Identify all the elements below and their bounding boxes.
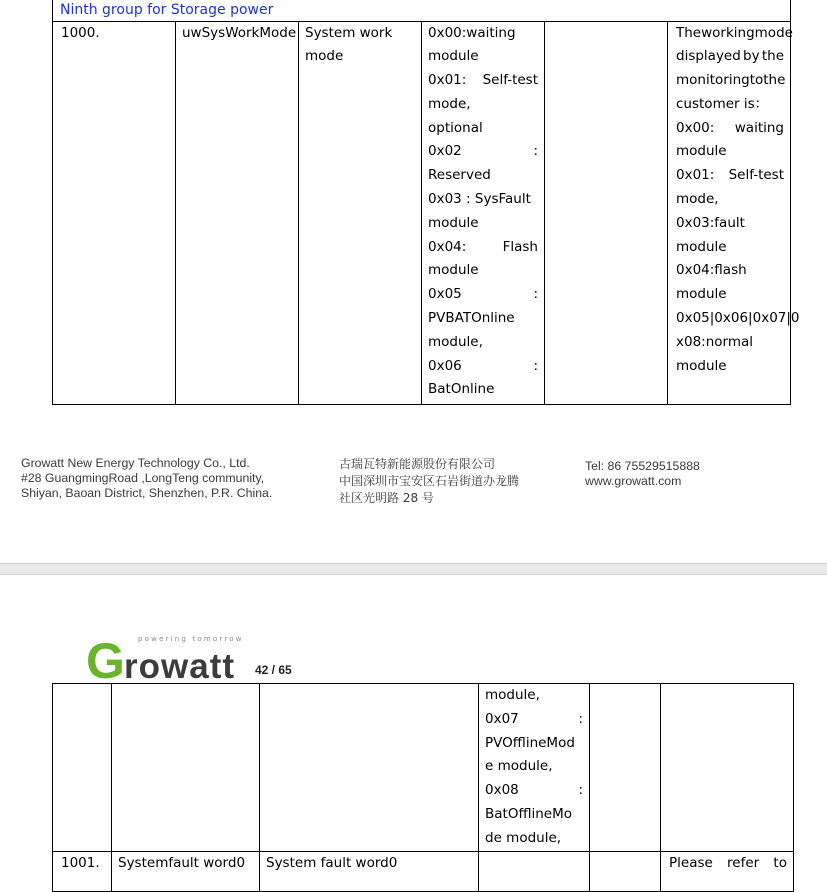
- cell-word: the: [763, 72, 786, 89]
- value-line: [428, 93, 538, 117]
- cell-word: monitoring: [676, 72, 750, 89]
- value-line: [428, 355, 538, 379]
- note-line: [676, 69, 784, 93]
- cell-word: :: [578, 782, 583, 799]
- page-separator: [0, 563, 827, 575]
- note-line: [676, 117, 784, 141]
- cell-word: 0x03 : SysFault: [428, 191, 531, 208]
- logo-initial: G: [86, 633, 125, 683]
- footer-website: www.growatt.com: [585, 474, 682, 488]
- unit-cell: [545, 21, 668, 404]
- group-title-cell: [53, 0, 791, 21]
- table-row: [53, 21, 791, 404]
- note-line: [676, 93, 784, 117]
- value-line: [428, 45, 538, 69]
- cell-word: module: [676, 143, 727, 160]
- cell-word: displayed: [676, 48, 741, 65]
- cell-word: Flash: [502, 238, 538, 255]
- cell-word: de module,: [485, 829, 562, 846]
- register-table-continued: [52, 683, 794, 892]
- row-number: 1000.: [53, 21, 176, 404]
- cell-word: waiting: [734, 119, 784, 136]
- table-row: [53, 684, 794, 852]
- row-number: 1001.: [53, 852, 112, 892]
- cell-word: x08:normal: [676, 333, 754, 350]
- table-header-spacer-row: [53, 0, 791, 21]
- cell-word: mode,: [676, 191, 719, 208]
- values-cell: [422, 21, 545, 404]
- cell-word: 0x04:flash: [676, 262, 747, 279]
- cell-word: 0x06: [428, 357, 462, 374]
- logo-rest: rowatt: [124, 647, 235, 683]
- cell-word: :: [533, 143, 538, 160]
- value-line: [428, 259, 538, 283]
- footer-line: 古瑞瓦特新能源股份有限公司: [339, 457, 496, 471]
- note-cell: [668, 21, 800, 404]
- footer-line: #28 GuangmingRoad ,LongTeng community,: [21, 471, 265, 485]
- variable-name: uwSysWorkMode: [176, 21, 299, 404]
- values-cell: [479, 852, 590, 892]
- cell-word: module,: [428, 333, 483, 350]
- cell-word: 0x03:fault: [676, 214, 745, 231]
- description: System work mode: [299, 21, 422, 404]
- cell-word: :: [533, 286, 538, 303]
- cell-word: module: [428, 48, 479, 65]
- cell-word: Theworkingmode: [676, 24, 793, 41]
- footer-company-en: [21, 456, 321, 501]
- group-title: Ninth group for Storage power: [60, 2, 274, 18]
- footer-line: Shiyan, Baoan District, Shenzhen, P.R. China.: [21, 486, 273, 500]
- cell-word: mode,: [428, 95, 471, 112]
- value-line: [428, 212, 538, 236]
- cell-word: 0x04:: [428, 238, 467, 255]
- value-line: [428, 331, 538, 355]
- cell-word: BatOnline: [428, 381, 495, 398]
- unit-cell: [590, 684, 661, 852]
- value-line: [485, 684, 583, 708]
- cell-word: by: [743, 48, 760, 65]
- value-line: [485, 827, 583, 851]
- cell-word: PVBATOnline: [428, 310, 515, 327]
- note-line: [669, 852, 787, 876]
- value-line: [428, 188, 538, 212]
- note-cell: [661, 852, 794, 892]
- note-line: [676, 164, 784, 188]
- footer-line: 中国深圳市宝安区石岩街道办龙腾: [339, 474, 520, 488]
- value-line: [428, 69, 538, 93]
- value-line: [485, 779, 583, 803]
- footer-line: 社区光明路 28 号: [339, 491, 434, 505]
- note-line: [676, 140, 784, 164]
- note-line: [676, 212, 784, 236]
- cell-word: 0x08: [485, 782, 519, 799]
- value-line: [428, 117, 538, 141]
- row-number: [53, 684, 112, 852]
- cell-word: BatOfflineMo: [485, 805, 573, 822]
- cell-word: 0x01:: [428, 72, 467, 89]
- note-line: [676, 307, 800, 331]
- variable-name: Systemfault word0: [112, 852, 260, 892]
- description: [260, 684, 479, 852]
- note-line: [676, 331, 784, 355]
- value-line: [485, 803, 583, 827]
- cell-word: 0x05: [428, 286, 462, 303]
- cell-word: 0x00:waiting: [428, 24, 516, 41]
- cell-word: Self-test: [482, 72, 538, 89]
- cell-word: customer is：: [676, 95, 769, 112]
- cell-word: module: [676, 238, 727, 255]
- footer-contact: [585, 459, 785, 489]
- cell-word: module: [676, 357, 727, 374]
- value-line: [428, 378, 538, 402]
- table-row: [53, 852, 794, 892]
- cell-word: to: [773, 855, 787, 871]
- value-line: [428, 140, 538, 164]
- description: System fault word0: [260, 852, 479, 892]
- note-line: [676, 236, 784, 260]
- values-cell: [479, 684, 590, 852]
- note-line: [676, 188, 784, 212]
- note-line: [676, 283, 784, 307]
- cell-word: Self-test: [728, 167, 784, 184]
- value-line: [485, 755, 583, 779]
- footer-line: Growatt New Energy Technology Co., Ltd.: [21, 456, 250, 470]
- cell-word: 0x00:: [676, 119, 715, 136]
- footer-company-cn: [339, 456, 569, 507]
- cell-word: :: [578, 710, 583, 727]
- value-line: [485, 732, 583, 756]
- cell-word: 0x07: [485, 710, 519, 727]
- value-line: [428, 22, 538, 46]
- cell-word: refer: [727, 855, 760, 871]
- logo-tagline: powering tomorrow: [138, 635, 244, 643]
- unit-cell: [590, 852, 661, 892]
- cell-word: module,: [485, 687, 540, 703]
- cell-word: optional: [428, 119, 483, 136]
- note-line: [676, 355, 784, 379]
- cell-word: Please: [669, 855, 713, 871]
- value-line: [485, 708, 583, 732]
- cell-word: the: [761, 48, 784, 65]
- cell-word: Reserved: [428, 167, 491, 184]
- cell-word: module: [428, 262, 479, 279]
- value-line: [428, 307, 538, 331]
- note-line: [676, 45, 784, 69]
- note-line: [676, 22, 793, 46]
- note-line: [676, 259, 784, 283]
- cell-word: 0x01:: [676, 167, 715, 184]
- cell-word: module: [676, 286, 727, 303]
- cell-word: to: [749, 72, 764, 89]
- cell-word: :: [533, 357, 538, 374]
- value-line: [428, 283, 538, 307]
- variable-name: [112, 684, 260, 852]
- value-line: [428, 164, 538, 188]
- page-number: 42 / 65: [255, 663, 292, 677]
- cell-word: 0x05|0x06|0x07|0: [676, 310, 800, 327]
- growatt-logo: [86, 633, 261, 683]
- document-page-2: [0, 575, 827, 871]
- cell-word: e module,: [485, 758, 553, 775]
- cell-word: module: [428, 214, 479, 231]
- value-line: [428, 236, 538, 260]
- note-cell: [661, 684, 794, 852]
- register-table: [52, 0, 800, 405]
- cell-word: PVOfflineMod: [485, 734, 575, 751]
- cell-word: 0x02: [428, 143, 462, 160]
- footer-tel: Tel: 86 75529515888: [585, 459, 700, 473]
